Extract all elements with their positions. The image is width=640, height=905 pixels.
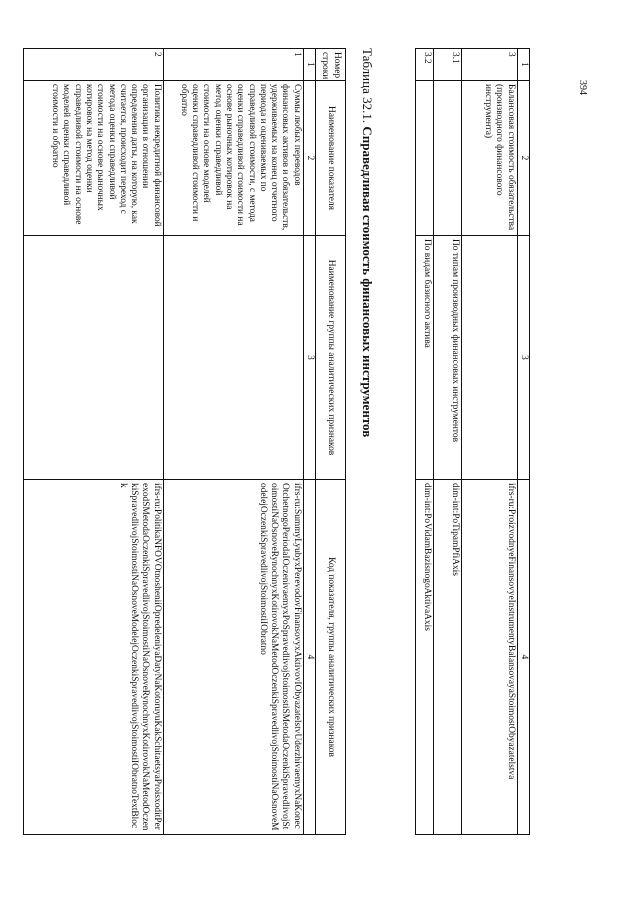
table-row [23, 49, 163, 835]
indicator-name: Суммы любых переводов финансовых активов и обязательств, удерживаемых на конец отчетного периода и оцениваемых по справедливой стоимости, с метода оценки справедливой стоимости на основе рыночных котировок на метод оценки справедливой стоимости на основе моделей оценки справедливой стоимости и обратно [163, 81, 303, 236]
indicator-code: dim-int:PoTipamPfiAxis [433, 480, 461, 835]
row-number: 3 [461, 49, 517, 81]
col-number-1: 1 [517, 49, 529, 81]
column-number-row [303, 49, 315, 835]
indicator-name [433, 81, 461, 236]
column-number-row [517, 49, 529, 835]
table-caption [359, 48, 375, 437]
indicator-code: ifrs-ru:ProizvodnyeFinansovyeInstrumentyBalansovayaStoimostObyazatelstva [461, 480, 517, 835]
row-number: 1 [163, 49, 303, 81]
group-name: По типам производных финансовых инструментов [433, 236, 461, 480]
previous-table [415, 48, 530, 835]
indicator-name: Балансовая стоимость обязательства (производного финансового инструмента) [461, 81, 517, 236]
group-name: По видам базисного актива [415, 236, 433, 480]
header-group-name: Наименование группы аналитических признаков [316, 236, 346, 480]
header-row [316, 49, 346, 835]
col-number-2: 2 [303, 81, 315, 236]
indicator-name: Политика некредитной финансовой организации в отношении определения даты, на которую, как считается, происходит переход с метода оценки справедливой стоимости на основе рыночных котировок на метод оценки справедливой стоимости на основе моделей оценки справедливой стоимости и обратно [23, 81, 163, 236]
header-indicator-code: Код показателя, группы аналитических признаков [316, 480, 346, 835]
col-number-4: 4 [517, 480, 529, 835]
group-name [23, 236, 163, 480]
col-number-3: 3 [517, 236, 529, 480]
col-number-3: 3 [303, 236, 315, 480]
table-row [433, 49, 461, 835]
rotated-page-content [50, 48, 530, 848]
col-number-2: 2 [517, 81, 529, 236]
header-row-number: Номер строки [316, 49, 346, 81]
indicator-code: ifrs-ru:SummyLyubyxPerevodovFinansovyxAktivovIObyazatelstvUderzhivaemyxNaKonecOtchetnogoPeriodaIOczenivaemyxPoSpravedlivojStoimostiSMetodaOczenkiSpravedlivojStoimostiNaOsnoveRynochnyxKotirovokNaMetodOczenkiSpravedlivojStoimostiNaOsnoveModelejOczenkiSpravedlivojStoimostiIObratno [163, 480, 303, 835]
page-number: 394 [577, 80, 588, 95]
header-indicator-name: Наименование показателя [316, 81, 346, 236]
indicator-code: ifrs-ru:PolitikaNFOVOtnosheniiOpredeleniyaDatyNaKotoruyuKakSchitaetsyaProisxoditPerexodSMetodaOczenkiSpravedlivojStoimostiNaOsnoveRynochnyxKotirovokNaMetodOczenkiSpravedlivojStoimostiNaOsnoveModelejOczenkiSpravedlivojStoimostiIObratnoTextBlock [23, 480, 163, 835]
group-name [461, 236, 517, 480]
indicator-name [415, 81, 433, 236]
table-row [461, 49, 517, 835]
caption-prefix: Таблица 32.1. [360, 48, 375, 127]
row-number: 2 [23, 49, 163, 81]
indicator-code: dim-int:PoVidamBazisnogoAktivaAxis [415, 480, 433, 835]
caption-title: Справедливая стоимость финансовых инструментов [360, 126, 375, 438]
col-number-1: 1 [303, 49, 315, 81]
col-number-4: 4 [303, 480, 315, 835]
fair-value-table [23, 48, 346, 835]
table-row [163, 49, 303, 835]
group-name [163, 236, 303, 480]
row-number: 3.1 [433, 49, 461, 81]
row-number: 3.2 [415, 49, 433, 81]
table-row [415, 49, 433, 835]
